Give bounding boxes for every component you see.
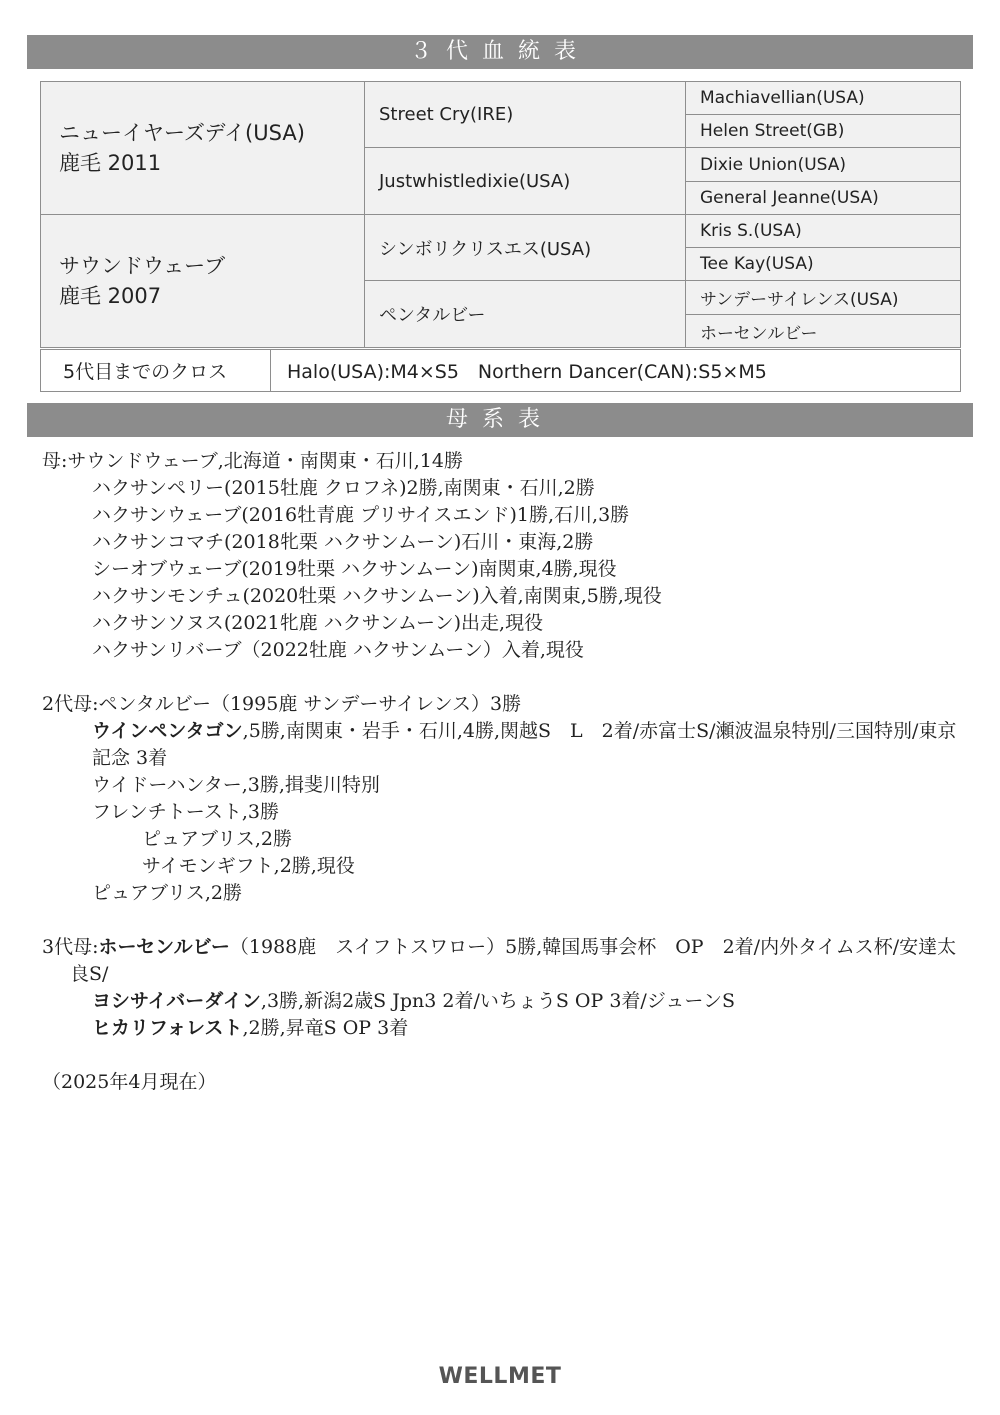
third-dam-line [42, 934, 972, 988]
star-horse-record: ,5勝,南関東・岩手・石川,4勝,関越S L 2着/赤富士S/瀬波温泉特別/三国特別/東京記念 3着 [92, 720, 957, 769]
third-dam-name: ホーセンルビー [98, 936, 230, 958]
cross-label: 5代目までのクロス [41, 350, 271, 392]
sire-info: 鹿毛 2011 [59, 151, 162, 175]
pedigree-table [40, 81, 961, 348]
foal-line: ピュアブリス,2勝 [92, 882, 242, 904]
sire-name: ニューイヤーズデイ(USA) [59, 121, 305, 145]
sire-sire: Street Cry(IRE) [365, 82, 686, 148]
cross-value: Halo(USA):M4×S5 Northern Dancer(CAN):S5×M5 [271, 350, 961, 392]
sire-dam: Justwhistledixie(USA) [365, 148, 686, 215]
dam-cell [41, 215, 365, 348]
g3-cell: ホーセンルビー [686, 315, 961, 348]
foal-record: ,2勝,昇竜S OP 3着 [242, 1017, 409, 1039]
third-dam-foal [42, 988, 972, 1015]
foal-line: ハクサンリバーブ（2022牡鹿 ハクサンムーン）入着,現役 [92, 639, 584, 661]
star-horse-name: ウインペンタゴン [92, 720, 243, 742]
family-section-header: 母系表 [27, 403, 973, 437]
foal-line: ハクサンソヌス(2021牝鹿 ハクサンムーン)出走,現役 [92, 612, 544, 634]
dam-sire: シンボリクリスエス(USA) [365, 215, 686, 281]
second-dam-line: 2代母:ペンタルビー（1995鹿 サンデーサイレンス）3勝 [42, 693, 522, 715]
foal-line: ハクサンウェーブ(2016牡青鹿 プリサイスエンド)1勝,石川,3勝 [92, 504, 630, 526]
dam-info: 鹿毛 2007 [59, 284, 162, 308]
g3-cell: Dixie Union(USA) [686, 148, 961, 182]
foal-line: シーオブウェーブ(2019牡栗 ハクサンムーン)南関東,4勝,現役 [92, 558, 617, 580]
g3-cell: Kris S.(USA) [686, 215, 961, 248]
foal-record: ,3勝,新潟2歳S Jpn3 2着/いちょうS OP 3着/ジューンS [260, 990, 736, 1012]
g3-cell: General Jeanne(USA) [686, 182, 961, 215]
g3-cell: Helen Street(GB) [686, 115, 961, 148]
pedigree-section-header: ３代血統表 [27, 35, 973, 69]
inbreeding-cross-table [40, 349, 961, 392]
foal-line: ハクサンペリー(2015牡鹿 クロフネ)2勝,南関東・石川,2勝 [92, 477, 595, 499]
foal-line: ハクサンコマチ(2018牝栗 ハクサンムーン)石川・東海,2勝 [92, 531, 594, 553]
grandfoal-line: サイモンギフト,2勝,現役 [142, 855, 355, 877]
grandfoal-line: ピュアブリス,2勝 [142, 828, 292, 850]
wellmet-logo: WELLMET [438, 1364, 562, 1389]
second-dam-star-foal [42, 718, 972, 772]
g3-cell: Tee Kay(USA) [686, 248, 961, 281]
as-of-date: （2025年4月現在） [42, 1071, 217, 1093]
dam-name: サウンドウェーブ [59, 254, 226, 278]
foal-line: フレンチトースト,3勝 [92, 801, 279, 823]
foal-name: ヒカリフォレスト [92, 1017, 243, 1039]
g3-cell: サンデーサイレンス(USA) [686, 281, 961, 315]
family-table [42, 448, 972, 1096]
dam-dam: ペンタルビー [365, 281, 686, 348]
foal-name: ヨシサイバーダイン [92, 990, 261, 1012]
third-dam-prefix: 3代母: [42, 936, 99, 958]
dam-line: 母:サウンドウェーブ,北海道・南関東・石川,14勝 [42, 450, 463, 472]
third-dam-record: （1988鹿 スイフトスワロー）5勝,韓国馬事会杯 OP 2着/内外タイムス杯/安達太良S/ [70, 936, 957, 985]
sire-cell [41, 82, 365, 215]
foal-line: ハクサンモンチュ(2020牡栗 ハクサンムーン)入着,南関東,5勝,現役 [92, 585, 662, 607]
g3-cell: Machiavellian(USA) [686, 82, 961, 115]
third-dam-foal [42, 1015, 972, 1042]
foal-line: ウイドーハンター,3勝,揖斐川特別 [92, 774, 380, 796]
